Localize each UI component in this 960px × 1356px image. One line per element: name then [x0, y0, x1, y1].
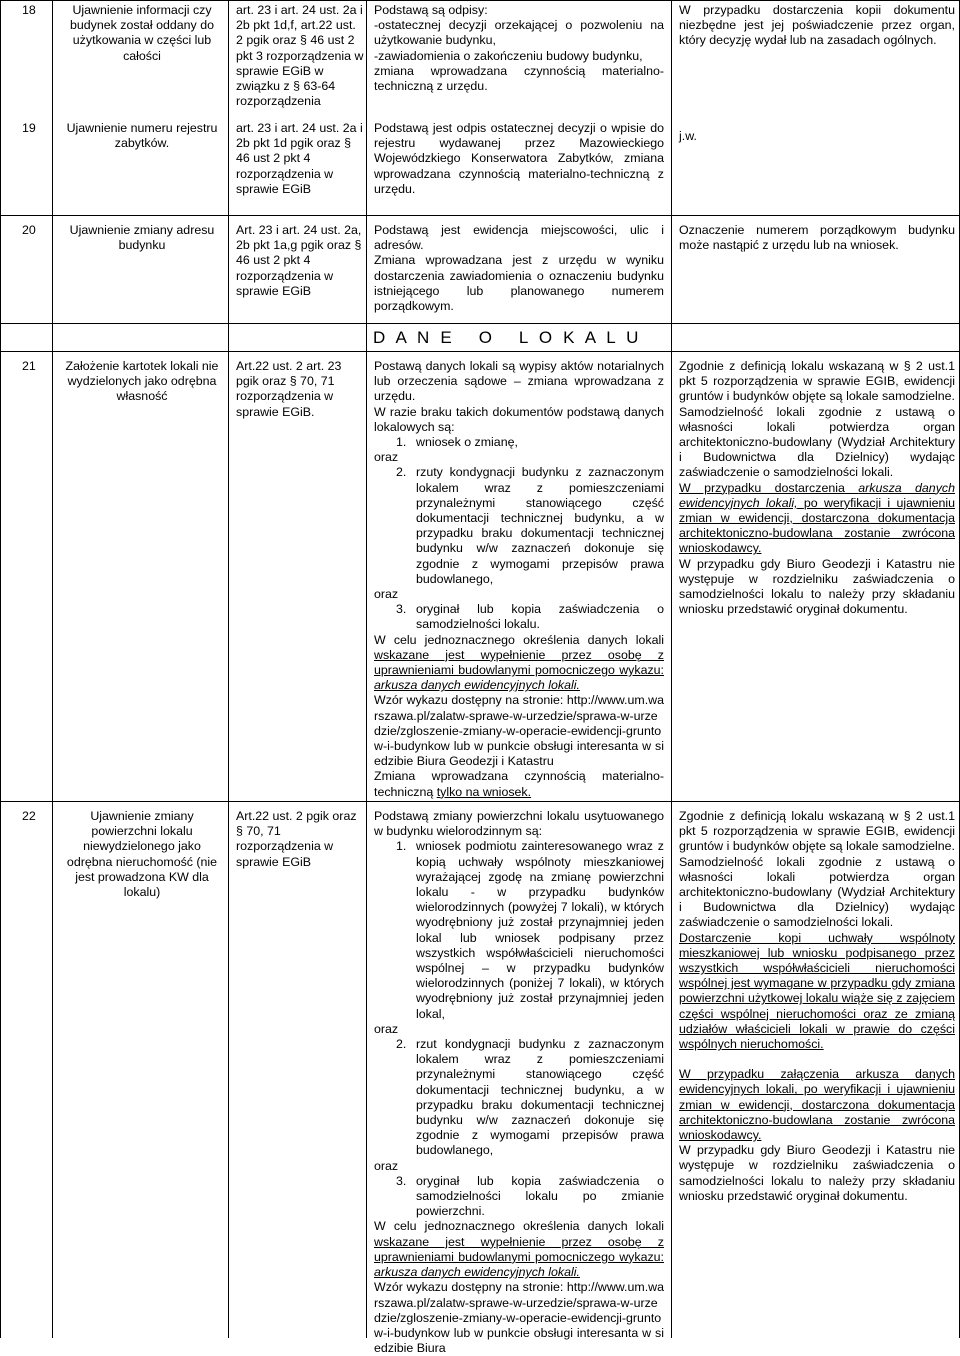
list-item [374, 465, 664, 587]
row-18-doc-line: zmiana wprowadzana czynnością materialno-techniczną z urzędu. [374, 63, 664, 94]
list-number: 2. [396, 1037, 407, 1052]
list-number: 1. [396, 435, 407, 450]
row-22-wykaz-note: W celu jednoznacznego określenia danych lokali wskazane jest wypełnienie przez osobę z uprawnieniami budowlanymi pomocniczego wykazu: arkusza danych ewidencyjnych lokali. [374, 1219, 664, 1280]
rule-left [0, 0, 1, 1338]
row-20-doc-line: Podstawą jest ewidencja miejscowości, ulic i adresów. [374, 223, 664, 253]
row-20-remarks-text: Oznaczenie numerem porządkowym budynku może nastąpić z urzędu lub na wniosek. [679, 223, 955, 253]
list-item [374, 435, 664, 450]
row-19-remarks: j.w. [679, 129, 697, 143]
row-21-list [374, 435, 664, 450]
rule-heading-left [366, 323, 367, 351]
row-18-documents [374, 3, 664, 94]
row-19-doc-line: Podstawą jest odpis ostatecznej decyzji o wpisie do rejestru wydawanej przez Mazowieckiego Wojewódzkiego Konserwatora Zabytków, zmiana wprowadzana czynnością materialno-techniczną z urzędu. [374, 121, 664, 196]
row-20-documents [374, 223, 664, 314]
row-21-wykaz-note: W celu jednoznacznego określenia danych lokali wskazane jest wypełnienie przez osobę z uprawnieniami budowlanymi pomocniczego wykazu: arkusza danych ewidencyjnych lokali. [374, 632, 664, 693]
row-21-remarks-p1: Zgodnie z definicją lokalu wskazaną w § 2 ust.1 pkt 5 rozporządzenia w sprawie EGIB, ewidencji gruntów i budynków objęte są lokale samodzielne. Samodzielność lokali zgodnie z ustawą o własności lokali potwierdza organ architektoniczno-budowlany (Wydział Architektury i Budownictwa dla Dzielnicy) wydając zaświadczenie o samodzielności lokali. [679, 359, 955, 480]
row-20-name: Ujawnienie zmiany adresu budynku [69, 223, 215, 253]
row-22-remarks-p2: Dostarczenie kopi uchwały wspólnoty mieszkaniowej lub wniosku podpisanego przez wszystkich współwłaścicieli nieruchomości wspólnej jest wymagane w przypadku gdy zmiana powierzchni użytkowej lokalu wiąże się z zajęciem części wspólnej nieruchomości oraz ze zmianą udziałów właścicieli lokali w prawie do części wspólnych nieruchomości. [679, 930, 955, 1052]
spacer [679, 1052, 955, 1067]
row-22-list [374, 1037, 664, 1159]
row-22-list [374, 1174, 664, 1220]
list-number: 3. [396, 1173, 407, 1188]
row-19-number: 19 [22, 121, 36, 135]
row-21-number: 21 [22, 359, 36, 373]
rule-row20-bottom [0, 323, 960, 324]
rule-col4 [671, 0, 672, 1338]
row-20-legal-basis: Art. 23 i art. 24 ust. 2a, 2b pkt 1a,g pgik oraz § 46 ust 2 pkt 4 rozporządzenia w sprawie EGiB [236, 223, 362, 298]
list-number: 3. [396, 602, 407, 617]
row-22-remarks [679, 809, 955, 1204]
rule-top [0, 0, 960, 1]
list-text: rzuty kondygnacji budynku z zaznaczonym lokalem wraz z pomieszczeniami przynależnymi stanowiącego część dokumentacji technicznej budynku, a w przypadku braku dokumentacji technicznej budynku w/w zaznaczeń dokonuje się zgodnie z wymogami przepisów prawa budowlanego, [416, 465, 664, 586]
row-21-zmiana: Zmiana wprowadzana czynnością materialno-techniczną tylko na wniosek. [374, 769, 664, 799]
row-22-legal-basis: Art.22 ust. 2 pgik oraz § 70, 71 rozporządzenia w sprawie EGiB [236, 809, 357, 869]
row-18-doc-line: Podstawą są odpisy: [374, 3, 488, 17]
list-item [374, 602, 664, 632]
row-22-intro: Podstawą zmiany powierzchni lokalu usytuowanego w budynku wielorodzinnym są: [374, 809, 664, 839]
row-18-remarks [679, 3, 955, 49]
row-22-list [374, 839, 664, 1021]
row-21-list [374, 602, 664, 632]
rule-row21-top [0, 351, 960, 352]
list-number: 1. [396, 839, 407, 854]
row-21-wzor-link[interactable]: Wzór wykazu dostępny na stronie: http://www.um.warszawa.pl/zalatw-sprawe-w-urzedzie/sprawa-w-urzedzie/zgloszenie-zmiany-w-operacie-ewidencji-gruntow-i-budynkow lub w punkcie obsługi interesanta w siedzibie Biura Geodezji i Katastru [374, 693, 664, 769]
rule-row22-top [0, 801, 960, 802]
row-22-name: Ujawnienie zmiany powierzchni lokalu niewydzielonego jako odrębna nieruchomość (nie jest prowadzona KW dla lokalu) [66, 809, 218, 900]
row-22-remarks-p1: Zgodnie z definicją lokalu wskazaną w § 2 ust.1 pkt 5 rozporządzenia w sprawie EGIB, ewidencji gruntów i budynków objęte są lokale samodzielne. Samodzielność lokali zgodnie z ustawą o własności lokali potwierdza organ architektoniczno-budowlany (Wydział Architektury i Budownictwa dla Dzielnicy) wydając zaświadczenie o samodzielności lokali. [679, 809, 955, 930]
row-18-remarks-text: W przypadku dostarczenia kopii dokumentu niezbędne jest jej poświadczenie przez organ, który decyzję wydał lub na zasadach ogólnych. [679, 3, 955, 48]
rule-col2 [228, 0, 229, 1338]
row-18-number: 18 [22, 3, 36, 17]
row-21-conj: oraz [374, 587, 399, 602]
row-22-number: 22 [22, 809, 36, 823]
list-text: oryginał lub kopia zaświadczenia o samodzielności lokalu. [416, 602, 664, 632]
row-21-name: Założenie kartotek lokali nie wydzielonych jako odrębna własność [65, 359, 219, 404]
list-item [374, 1037, 664, 1159]
row-18-legal-basis: art. 23 i art. 24 ust. 2a i 2b pkt 1d,f, art.22 ust. 2 pgik oraz § 46 ust 2 pkt 3 rozporządzenia w sprawie EGiB w związku z § 63-64 rozporządzenia [236, 3, 364, 109]
row-19-documents [374, 121, 664, 197]
row-22-remarks-p3: W przypadku załączenia arkusza danych ewidencyjnych lokali, po weryfikacji i ujawnieniu zmian w ewidencji, dostarczona dokumentacja architektoniczno-budowlana zostanie zwrócona wnioskodawcy. [679, 1067, 955, 1143]
row-20-remarks [679, 223, 955, 253]
list-text: rzut kondygnacji budynku z zaznaczonym lokalem wraz z pomieszczeniami przynależnymi stanowiącego część dokumentacji technicznej budynku, a w przypadku braku dokumentacji technicznej budynku w/w zaznaczeń dokonuje się zgodnie z wymogami przepisów prawa budowlanego, [416, 1037, 664, 1158]
row-22-conj: oraz [374, 1158, 399, 1173]
row-21-remarks [679, 359, 955, 617]
section-heading: D A N E O L O K A L U [373, 328, 642, 347]
row-19-name: Ujawnienie numeru rejestru zabytków. [66, 121, 218, 151]
row-19-legal-basis: art. 23 i art. 24 ust. 2a i 2b pkt 1d pgik oraz § 46 ust 2 pkt 4 rozporządzenia w sprawie EGiB [236, 121, 363, 196]
row-18-doc-line: -zawiadomienia o zakończeniu budowy budynku, [374, 48, 643, 63]
list-item [374, 839, 664, 1021]
rule-row20-top [0, 215, 960, 216]
row-22-remarks-p4: W przypadku gdy Biuro Geodezji i Katastru nie występuje w rozdzielniku zaświadczenia o samodzielności lokalu to należy przy składaniu wniosku przedstawić oryginał dokumentu. [679, 1143, 955, 1203]
list-text: wniosek podmiotu zainteresowanego wraz z kopią uchwały wspólnoty mieszkaniowej wyrażającej zgodę na zmianę powierzchni lokalu - w przypadku budynków wielorodzinnych (powyżej 7 lokali), w których wyodrębniony już został przynajmniej jeden lokal lub wniosek podpisany przez wszystkich współwłaścicieli nieruchomości wspólnej – w przypadku budynków wielorodzinnych (poniżej 7 lokali), w których wyodrębniony już został przynajmniej jeden lokal, [416, 839, 664, 1021]
row-21-intro: Postawą danych lokali są wypisy aktów notarialnych lub orzeczenia sądowe – zmiana wprowadzana z urzędu. [374, 359, 664, 404]
list-number: 2. [396, 465, 407, 480]
row-22-conj: oraz [374, 1021, 399, 1036]
row-18-doc-line: -ostatecznej decyzji orzekającej o pozwoleniu na użytkowanie budynku, [374, 18, 664, 48]
row-21-remarks-p2: W przypadku dostarczenia arkusza danych ewidencyjnych lokali, po weryfikacji i ujawnieniu zmian w ewidencji, dostarczona dokumentacja architektoniczno-budowlana zostanie zwrócona wnioskodawcy. [679, 480, 956, 556]
row-21-list [374, 465, 664, 587]
row-22-documents [374, 809, 664, 1356]
row-20-doc-line: Zmiana wprowadzana jest z urzędu w wyniku dostarczenia zawiadomienia o oznaczeniu budynku istniejącego lub planowanego numerem porządkowym. [374, 253, 664, 314]
row-21-legal-basis: Art.22 ust. 2 art. 23 pgik oraz § 70, 71 rozporządzenia w sprawie EGiB. [236, 359, 342, 419]
list-text: wniosek o zmianę, [416, 435, 518, 450]
row-20-number: 20 [22, 223, 36, 237]
row-21-documents [374, 359, 664, 800]
row-22-wzor-link[interactable]: Wzór wykazu dostępny na stronie: http://www.um.warszawa.pl/zalatw-sprawe-w-urzedzie/sprawa-w-urzedzie/zgloszenie-zmiany-w-operacie-ewidencji-gruntow-i-budynkow lub w punkcie obsługi interesanta w siedzibie Biura [374, 1280, 664, 1356]
list-item [374, 1174, 664, 1220]
row-18-name: Ujawnienie informacji czy budynek został oddany do użytkowania w części lub całości [70, 3, 214, 63]
row-21-remarks-p3: W przypadku gdy Biuro Geodezji i Katastru nie występuje w rozdzielniku zaświadczenia o samodzielności lokalu to należy przy składaniu wniosku przedstawić oryginał dokumentu. [679, 556, 955, 617]
row-21-intro: W razie braku takich dokumentów podstawą danych lokalowych są: [374, 404, 664, 434]
rule-col1 [52, 0, 53, 1338]
list-text: oryginał lub kopia zaświadczenia o samodzielności lokalu po zmianie powierzchni. [416, 1173, 664, 1219]
row-21-conj: oraz [374, 450, 399, 465]
rule-col3 [366, 0, 367, 1338]
